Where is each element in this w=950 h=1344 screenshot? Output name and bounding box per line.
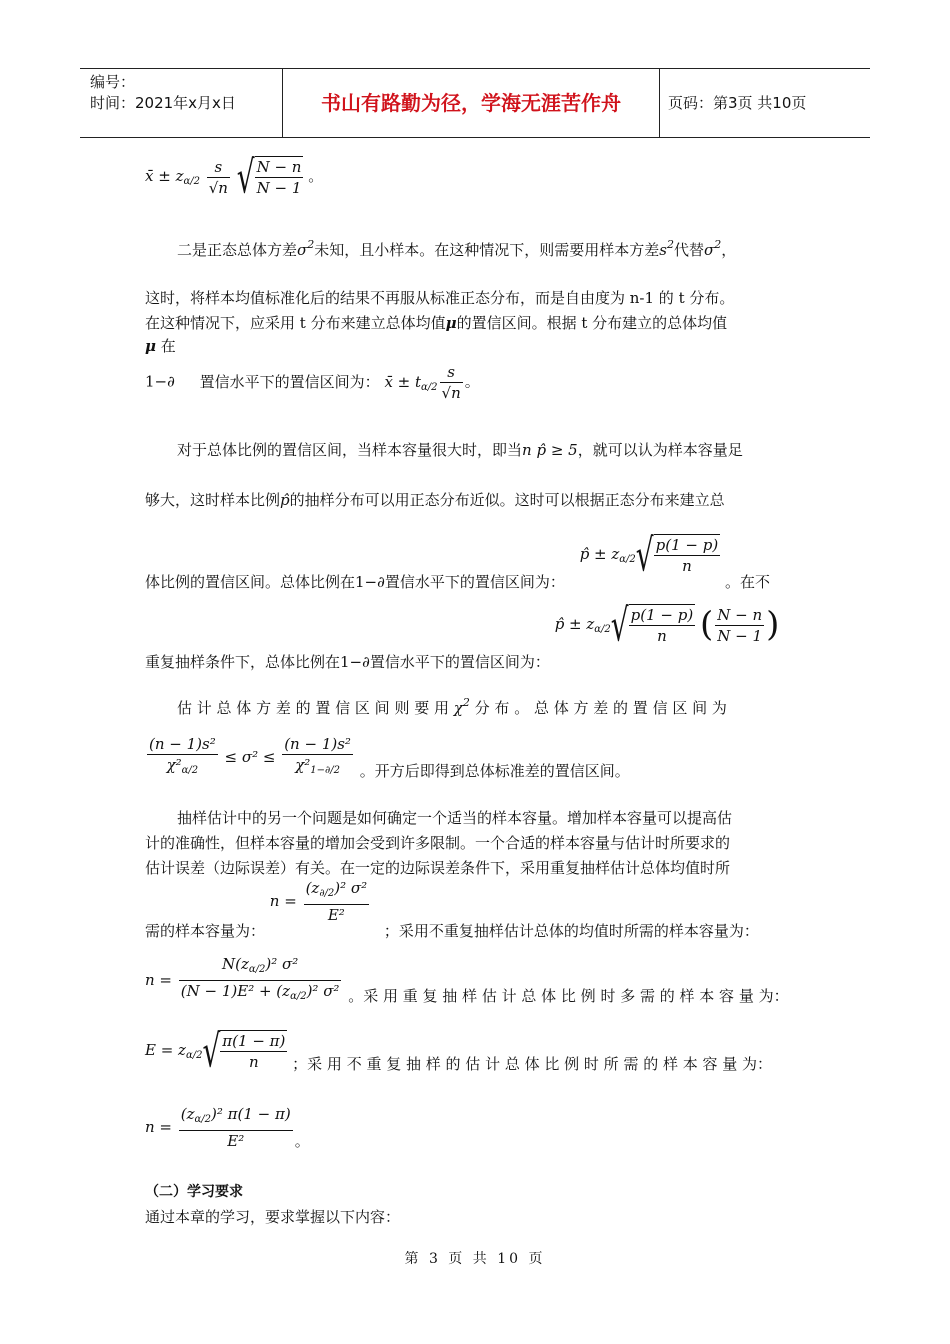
formula-sample-size-prop: $E = z_{\alpha/2}√$ $\frac{\pi(1 - \pi)}{n}$ ；采 用 不 重 复 抽 样 的 估 计 总 体 比 例 时 所 需 的 样 本 容 量 为： [145,1024,773,1078]
para-proportion: 对于总体比例的置信区间，当样本容量很大时，即当n p̂ ≥ 5，就可以认为样本容量足 [177,441,743,459]
para-sample-size-1: 抽样估计中的另一个问题是如何确定一个适当的样本容量。增加样本容量可以提高估 [177,809,733,827]
para-variance: 估 计 总 体 方 差 的 置 信 区 间 则 要 用 $\chi^2$ 分 布 。 总 体 方 差 的 置 信 区 间 为 [177,696,727,717]
para-t-interval: 在这种情况下，应采用 t 分布来建立总体均值μ的置信区间。根据 t 分布建立的总体均值 [145,314,728,332]
formula-t-interval: 1−∂ 置信水平下的置信区间为： x̄ ± $t_{\alpha/2}$ $\frac{s}{√n}$ 。 [145,363,480,402]
para-proportion-2: 够大，这时样本比例p̂的抽样分布可以用正态分布近似。这时可以根据正态分布来建立总 [145,491,725,509]
number-label: 编号： [90,73,136,91]
para-sample-size-2: 计的准确性，但样本容量的增加会受到许多限制。一个合适的样本容量与估计时所要求的 [145,834,731,852]
formula-variance-interval: $\frac{\text{(n − 1)s²}}{\chi^2_{\alpha/2}}$ ≤ σ² ≤ $\frac{\text{(n − 1)s²}}{\chi^2_{1-\partial/2}}$ 。开方后即得到总体标准差的置信区间。 [149,735,630,780]
formula-sample-size-mean-nonrepeat: n = $\frac{N(z_{\alpha/2})^2 \sigma^2}{(N - 1)E^2 + (z_{\alpha/2})^2 \sigma^2}$ 。采 用 重 复 抽 样 估 计 总 体 比 例 时 多 需 的 样 本 容 量 为： [145,955,789,1005]
header-meta [80,69,282,137]
para-proportion-3: 体比例的置信区间。总体比例在1−∂置信水平下的置信区间为： p̂ ± $z_{\alpha/2}√$ $\frac{p(1 - p)}{n}$ 。在不 [145,528,770,591]
formula-mean-interval-fpc: x̄ ± $z_{\alpha/2}$ $\frac{s}{√n}$ √ $\frac{N - n}{N - 1}$ 。 [145,150,324,204]
para-sample-size-4: 需的样本容量为： n = $\frac{(z_{\partial/2})^2 \sigma^2}{\text{E²}}$ ；采用不重复抽样估计总体的均值时所需的样本容量为： [145,879,759,940]
formula-sample-size-prop-nonrepeat: n = $\frac{(z_{\alpha/2})^2 \pi(1 - \pi)}{\text{E²}}$ 。 [145,1105,310,1150]
para-sample-size-3: 估计误差（边际误差）有关。在一定的边际误差条件下，采用重复抽样估计总体均值时所 [145,859,731,877]
para-proportion-4: 重复抽样条件下，总体比例在1−∂置信水平下的置信区间为： p̂ ± $z_{\alpha/2}√$ $\frac{p(1 - p)}{n}$ ( $\frac{N - n}{N - 1}$ ) [145,598,780,671]
page-footer: 第 3 页 共 10 页 [404,1251,546,1267]
para-requirements: 通过本章的学习，要求掌握以下内容： [145,1208,401,1226]
para-small-sample: 二是正态总体方差$\sigma^2$未知，且小样本。在这种情况下，则需要用样本方差$s^2$代替$\sigma^2$， [177,238,737,259]
header-motto: 书山有路勤为径，学海无涯苦作舟 [282,69,660,137]
section-title: （二）学习要求 [145,1184,243,1200]
page-header [80,68,870,138]
para-mu: μ 在 [145,337,176,355]
header-page-info: 页码：第3页 共10页 [668,94,807,112]
time-label: 时间：2021年x月x日 [90,94,236,112]
para-t-dist: 这时，将样本均值标准化后的结果不再服从标准正态分布，而是自由度为 n-1 的 t 分布。 [145,289,735,307]
